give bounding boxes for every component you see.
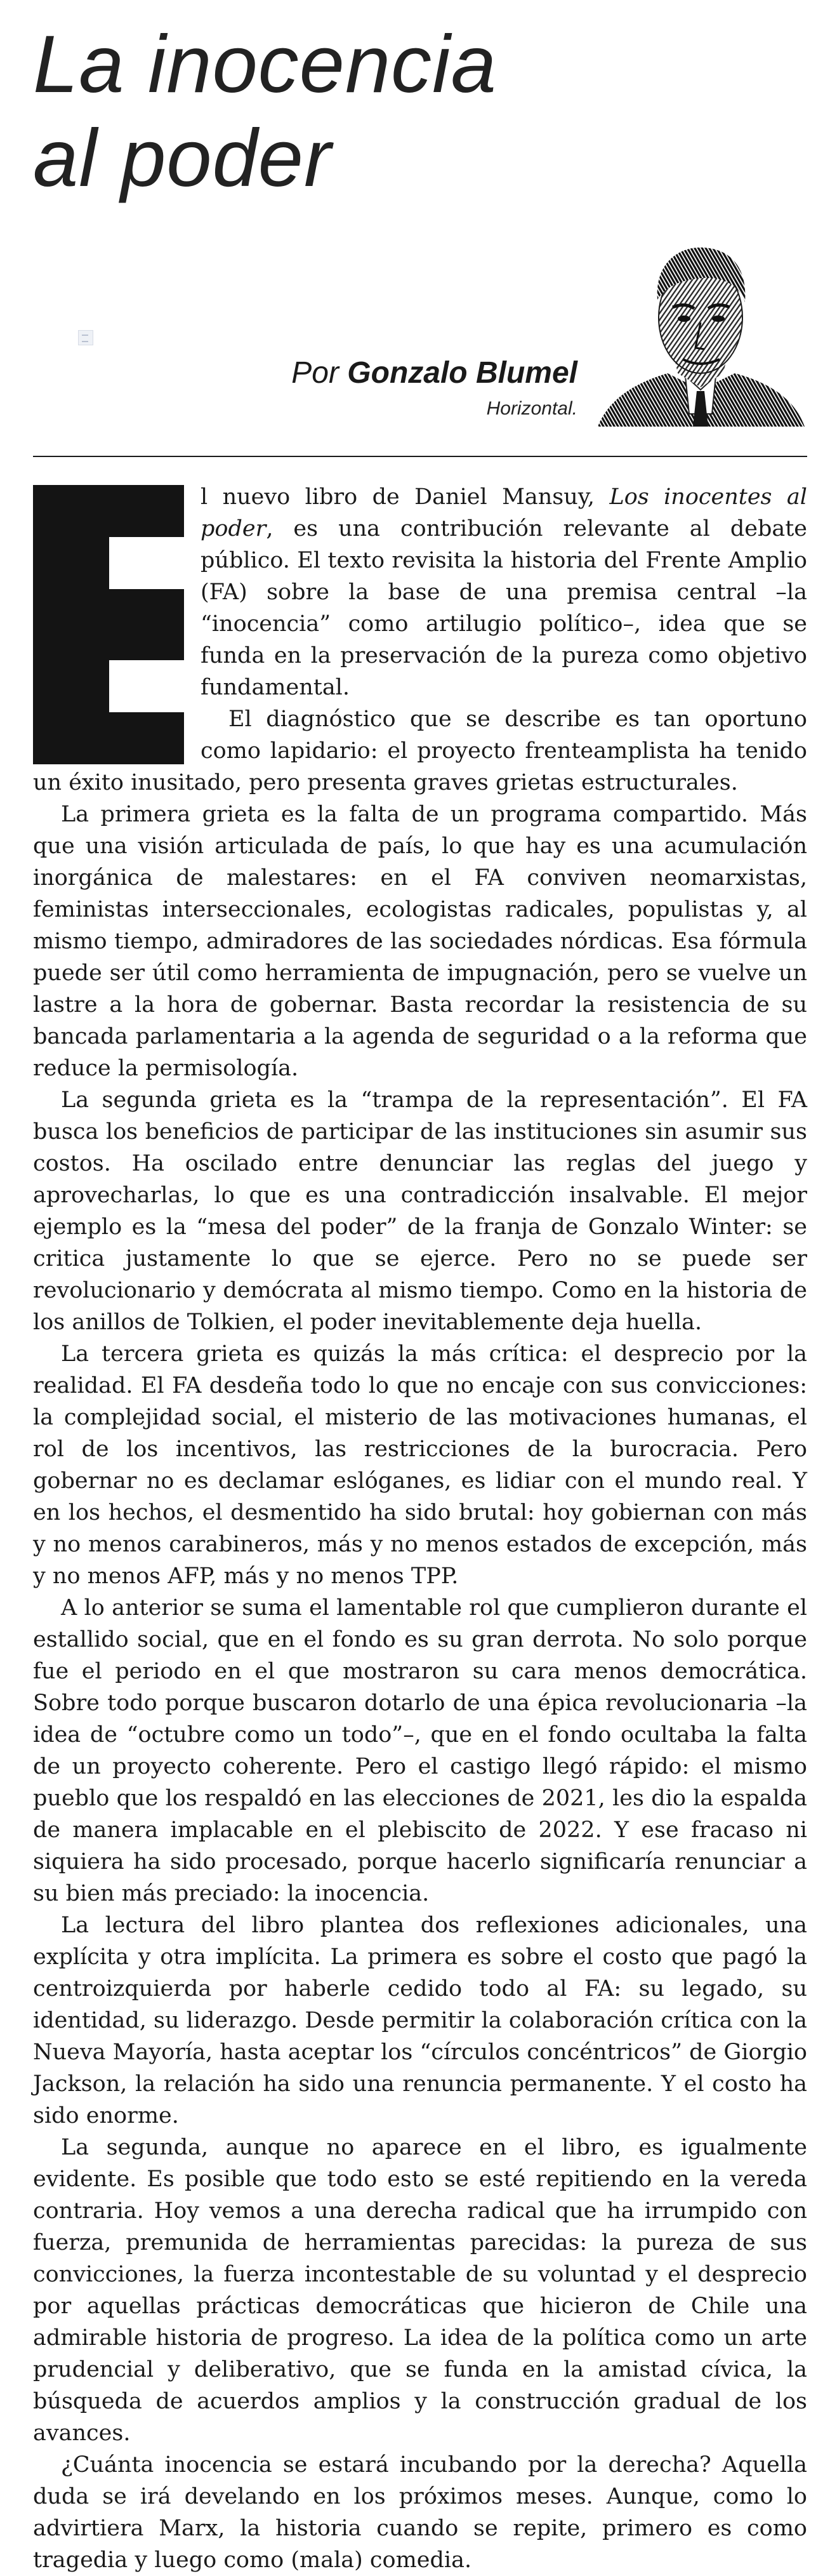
paragraph-6: A lo anterior se suma el lamentable rol que cumplieron durante el estallido social, que en el fondo es su gran derrota. No solo porque fue el periodo en el que mostraron su cara menos democrática. Sobre todo porque buscaron dotarlo de una épica revolucionaria –la idea de “octubre como un todo”–, que en el fondo ocultaba la falta de un proyecto coherente. Pero el castigo llegó rápido: el mismo pueblo que los respaldó en las elecciones de 2021, les dio la espalda de manera implacable en el plebiscito de 2022. Y ese fracaso ni siquiera ha sido procesado, porque hacerlo significaría renunciar a su bien más preciado: la inocencia. <box>33 1595 807 1906</box>
headline <box>33 18 497 206</box>
paragraph-4: La segunda grieta es la “trampa de la representación”. El FA busca los beneficios de participar de las instituciones sin asumir sus costos. Ha oscilado entre denunciar las reglas del juego y aprovecharlas, lo que es una contradicción insalvable. El mejor ejemplo es la “mesa del poder” de la franja de Gonzalo Winter: se critica justamente lo que se ejerce. Pero no se puede ser revolucionario y demócrata al mismo tiempo. Como en la historia de los anillos de Tolkien, el poder inevitablemente deja huella. <box>33 1087 807 1335</box>
headline-line-1: La inocencia <box>33 19 497 110</box>
author-portrait <box>591 223 810 427</box>
byline <box>260 354 577 392</box>
dropcap-letter-e <box>33 485 184 764</box>
paragraph-8: La segunda, aunque no aparece en el libro, es igualmente evidente. Es posible que todo esto se esté repitiendo en la vereda contraria. Hoy vemos a una derecha radical que ha irrumpido con fuerza, premunida de herramientas parecidas: la pureza de sus convicciones, la fuerza incontestable de su voluntad y el desprecio por aquellas prácticas democráticas que hicieron de Chile una admirable historia de progreso. La idea de la política como un arte prudencial y deliberativo, que se funda en la amistad cívica, la búsqueda de acuerdos amplios y la construcción gradual de los avances. <box>33 2135 807 2446</box>
document-icon <box>78 330 93 345</box>
paragraph-2: El diagnóstico que se describe es tan oportuno como lapidario: el proyecto frenteamplista ha tenido un éxito inusitado, pero presenta graves grietas estructurales. <box>33 707 807 795</box>
paragraph-1-rest: , es una contribución relevante al debate público. El texto revisita la historia del Frente Amplio (FA) sobre la base de una premisa central –la “inocencia” como artilugio político–, idea que se funda en la preservación de la pureza como objetivo fundamental. <box>201 516 807 700</box>
header-divider <box>33 456 807 457</box>
book-title: Los inocentes al poder <box>201 484 807 541</box>
byline-prefix: Por <box>291 356 339 390</box>
author-name: Gonzalo Blumel <box>347 356 577 390</box>
headline-line-2: al poder <box>33 113 332 204</box>
paragraph-7: La lectura del libro plantea dos reflexiones adicionales, una explícita y otra implícita. La primera es sobre el costo que pagó la centroizquierda por haberle cedido todo al FA: su legado, su identidad, su liderazgo. Desde permitir la colaboración crítica con la Nueva Mayoría, hasta aceptar los “círculos concéntricos” de Giorgio Jackson, la relación ha sido una renuncia permanente. Y el costo ha sido enorme. <box>33 1913 807 2128</box>
author-role: Horizontal. <box>486 398 577 419</box>
article-body <box>33 481 807 2576</box>
paragraph-5: La tercera grieta es quizás la más crítica: el desprecio por la realidad. El FA desdeña todo lo que no encaje con sus convicciones: la complejidad social, el misterio de las motivaciones humanas, el rol de los incentivos, las restricciones de la burocracia. Pero gobernar no es declamar eslóganes, es lidiar con el mundo real. Y en los hechos, el desmentido ha sido brutal: hoy gobiernan con más y no menos carabineros, más y no menos estados de excepción, más y no menos AFP, más y no menos TPP. <box>33 1341 807 1589</box>
paragraph-9: ¿Cuánta inocencia se estará incubando por la derecha? Aquella duda se irá develando en los próximos meses. Aunque, como lo advirtiera Marx, la historia cuando se repite, primero es como tragedia y luego como (mala) comedia. <box>33 2452 807 2573</box>
paragraph-3: La primera grieta es la falta de un programa compartido. Más que una visión articulada de país, lo que hay es una acumulación inorgánica de malestares: en el FA conviven neomarxistas, feministas interseccionales, ecologistas radicales, populistas y, al mismo tiempo, admiradores de las sociedades nórdicas. Esa fórmula puede ser útil como herramienta de impugnación, pero se vuelve un lastre a la hora de gobernar. Basta recordar la resistencia de su bancada parlamentaria a la agenda de seguridad o a la reforma que reduce la permisología. <box>33 802 807 1081</box>
paragraph-1-intro: l nuevo libro de Daniel Mansuy, <box>201 484 595 510</box>
